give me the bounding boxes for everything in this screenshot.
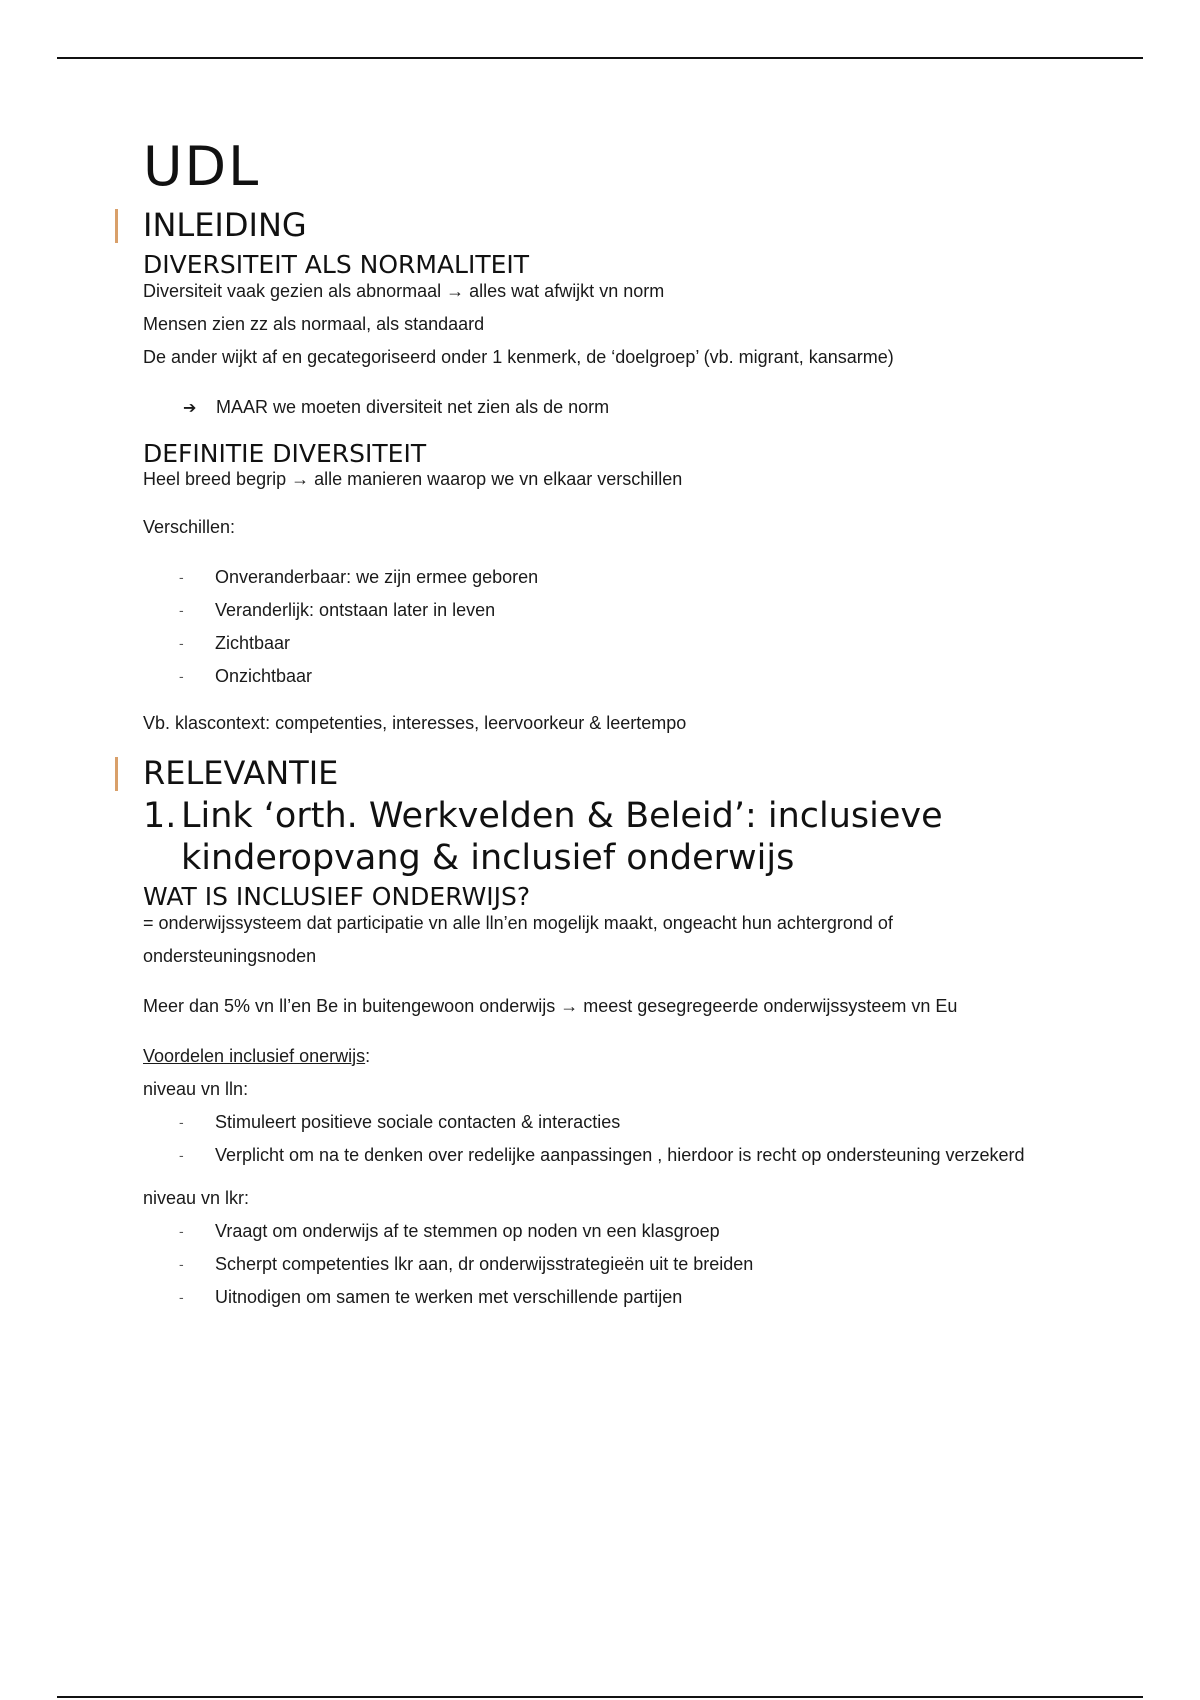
dash-icon: - — [179, 1146, 184, 1163]
heading-definitie-diversiteit: DEFINITIE DIVERSITEIT — [143, 438, 427, 468]
paragraph-niveau-lln: niveau vn lln: — [143, 1078, 249, 1099]
document-body — [143, 135, 1063, 1314]
heading-inleiding-text: INLEIDING — [143, 206, 307, 244]
heading-inleiding — [143, 208, 1063, 243]
list-niveau-lkr — [143, 1215, 1063, 1314]
list-verschillen — [143, 561, 1063, 693]
paragraph-line: Heel breed begrip → alle manieren waarop we vn elkaar verschillen — [143, 469, 683, 490]
paragraph-voordelen-label — [143, 1040, 1063, 1073]
heading-accent-bar — [115, 209, 118, 243]
paragraph-line: De ander wijkt af en gecategoriseerd onder 1 kenmerk, de ‘doelgroep’ (vb. migrant, kansarme) — [143, 346, 894, 367]
dash-icon: - — [179, 602, 184, 619]
list-item-text: Verplicht om na te denken over redelijke aanpassingen , hierdoor is recht op ondersteuning verzekerd — [215, 1144, 1025, 1165]
numbered-heading-number: 1. — [143, 796, 177, 837]
list-item — [143, 1215, 1063, 1248]
list-item-text: Stimuleert positieve sociale contacten & interacties — [215, 1111, 621, 1132]
list-item — [143, 660, 1063, 693]
dash-icon: - — [179, 1113, 184, 1130]
list-item-text: Onzichtbaar — [215, 666, 313, 687]
paragraph-niveau-lkr: niveau vn lkr: — [143, 1187, 250, 1208]
list-item-text: Scherpt competenties lkr aan, dr onderwijsstrategieën uit te breiden — [215, 1253, 754, 1274]
list-item-text: Zichtbaar — [215, 633, 291, 654]
paragraph-definition: = onderwijssysteem dat participatie vn alle lln’en mogelijk maakt, ongeacht hun achtergrond of ondersteuningsnoden — [143, 912, 893, 966]
heading-diversiteit-normaliteit: DIVERSITEIT ALS NORMALITEIT — [143, 250, 530, 280]
paragraph-line: Diversiteit vaak gezien als abnormaal → alles wat afwijkt vn norm — [143, 280, 665, 301]
list-item — [143, 594, 1063, 627]
list-item — [143, 627, 1063, 660]
list-item — [143, 1281, 1063, 1314]
list-item-text: Veranderlijk: ontstaan later in leven — [215, 600, 496, 621]
paragraph-example: Vb. klascontext: competenties, interesses, leervoorkeur & leertempo — [143, 713, 687, 734]
list-item — [143, 1139, 1063, 1172]
list-niveau-lln — [143, 1106, 1063, 1172]
dash-icon: - — [179, 668, 184, 685]
list-item-text: Onveranderbaar: we zijn ermee geboren — [215, 567, 539, 588]
voordelen-colon: : — [365, 1045, 371, 1066]
list-item — [143, 1248, 1063, 1281]
heading-accent-bar — [115, 757, 118, 791]
paragraph-line: Verschillen: — [143, 517, 236, 538]
arrow-bullet-text: MAAR we moeten diversiteit net zien als de norm — [216, 396, 610, 417]
list-item-text: Uitnodigen om samen te werken met verschillende partijen — [215, 1286, 683, 1307]
dash-icon: - — [179, 1222, 184, 1239]
paragraph-stat: Meer dan 5% vn ll’en Be in buitengewoon onderwijs → meest gesegregeerde onderwijssysteem vn Eu — [143, 995, 958, 1016]
heading-inclusief-onderwijs: WAT IS INCLUSIEF ONDERWIJS? — [143, 882, 531, 912]
heading-relevantie-text: RELEVANTIE — [143, 754, 339, 793]
arrow-right-icon: ➔ — [183, 397, 197, 417]
page-top-rule — [57, 57, 1143, 59]
document-title: UDL — [143, 135, 261, 198]
dash-icon: - — [179, 1288, 184, 1305]
dash-icon: - — [179, 1255, 184, 1272]
dash-icon: - — [179, 635, 184, 652]
paragraph-line: Mensen zien zz als normaal, als standaard — [143, 313, 485, 334]
heading-relevantie — [143, 756, 1063, 791]
dash-icon: - — [179, 569, 184, 586]
list-item-text: Vraagt om onderwijs af te stemmen op noden vn een klasgroep — [215, 1220, 720, 1241]
list-item — [143, 1106, 1063, 1139]
arrow-bullet-item — [143, 391, 1063, 424]
list-item — [143, 561, 1063, 594]
numbered-heading — [143, 795, 1063, 879]
numbered-heading-text: Link ‘orth. Werkvelden & Beleid’: inclusieve kinderopvang & inclusief onderwijs — [181, 796, 943, 879]
page-bottom-rule — [57, 1696, 1143, 1698]
voordelen-underlined: Voordelen inclusief onerwijs — [143, 1045, 366, 1066]
